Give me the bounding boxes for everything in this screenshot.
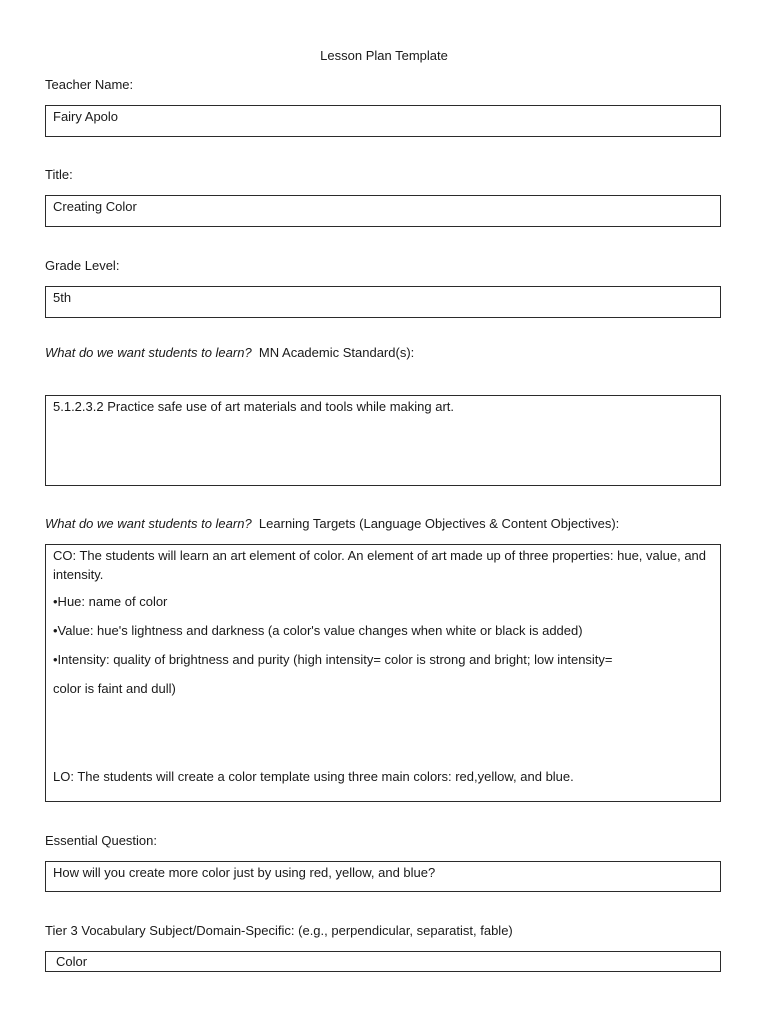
- standards-label-text: MN Academic Standard(s):: [258, 345, 415, 360]
- learning-targets-label-text: Learning Targets (Language Objectives & Content Objectives):: [258, 516, 620, 531]
- learning-targets-label: [45, 516, 619, 531]
- essential-question-label: Essential Question:: [45, 833, 158, 848]
- essential-question-value: How will you create more color just by using red, yellow, and blue?: [53, 865, 436, 880]
- title-value: Creating Color: [53, 199, 137, 214]
- language-objective: LO: The students will create a color template using three main colors: red,yellow, and blue.: [53, 769, 574, 784]
- grade-level-value: 5th: [53, 290, 72, 305]
- learning-targets-question: What do we want students to learn?: [45, 516, 252, 531]
- standards-value: 5.1.2.3.2 Practice safe use of art materials and tools while making art.: [53, 399, 455, 414]
- intensity-item-continued: color is faint and dull): [53, 681, 176, 696]
- teacher-name-value: Fairy Apolo: [53, 109, 119, 124]
- title-label: Title:: [45, 167, 73, 182]
- teacher-name-field[interactable]: [45, 105, 721, 137]
- vocabulary-label: Tier 3 Vocabulary Subject/Domain-Specific: (e.g., perpendicular, separatist, fable): [45, 923, 513, 938]
- essential-question-field[interactable]: [45, 861, 721, 892]
- title-field[interactable]: [45, 195, 721, 227]
- content-objective: CO: The students will learn an art element of color. An element of art made up of three properties: hue, value, and intensity.: [53, 548, 707, 582]
- value-item: •Value: hue's lightness and darkness (a color's value changes when white or black is added): [53, 623, 583, 638]
- teacher-name-label: Teacher Name:: [45, 77, 134, 92]
- intensity-item: •Intensity: quality of brightness and purity (high intensity= color is strong and bright; low intensity=: [53, 652, 613, 667]
- vocabulary-value: Color: [56, 954, 88, 969]
- standards-question: What do we want students to learn?: [45, 345, 252, 360]
- learning-targets-field[interactable]: [45, 544, 721, 802]
- vocabulary-field[interactable]: [45, 951, 721, 972]
- standards-label: [45, 345, 414, 360]
- grade-level-field[interactable]: [45, 286, 721, 318]
- grade-level-label: Grade Level:: [45, 258, 120, 273]
- standards-field[interactable]: [45, 395, 721, 486]
- document-title: Lesson Plan Template: [320, 48, 448, 63]
- hue-item: •Hue: name of color: [53, 594, 168, 609]
